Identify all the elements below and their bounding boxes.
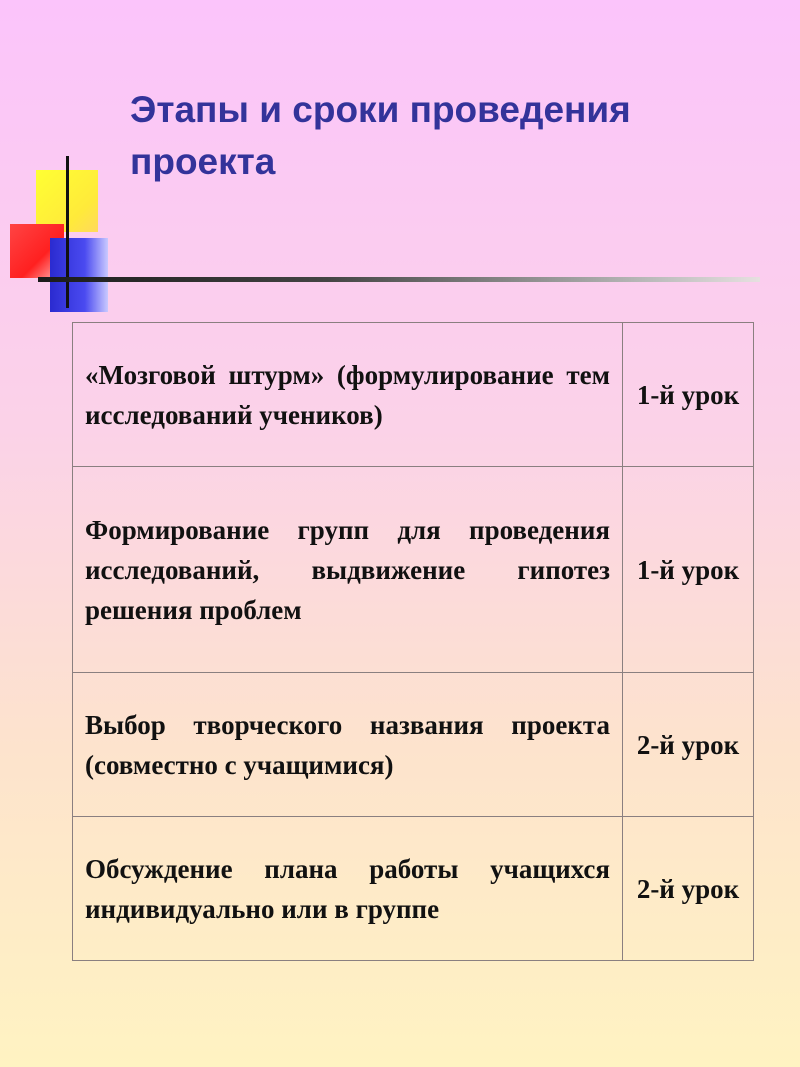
table-row	[73, 673, 754, 817]
stage-description: Выбор творческого названия проекта (совместно с учащимися)	[73, 673, 623, 817]
stage-description: Обсуждение плана работы учащихся индивидуально или в группе	[73, 817, 623, 961]
stage-description: «Мозговой штурм» (формулирование тем исследований учеников)	[73, 323, 623, 467]
stage-term: 1-й урок	[623, 467, 754, 673]
stage-term: 1-й урок	[623, 323, 754, 467]
decorative-horizontal-line	[38, 277, 760, 282]
slide-title: Этапы и сроки проведения проекта	[130, 89, 631, 182]
table-row	[73, 323, 754, 467]
stages-table	[72, 322, 754, 961]
table-row	[73, 817, 754, 961]
table-row	[73, 467, 754, 673]
stage-term: 2-й урок	[623, 673, 754, 817]
decorative-vertical-line	[66, 156, 69, 308]
stage-description: Формирование групп для проведения исследований, выдвижение гипотез решения проблем	[73, 467, 623, 673]
stage-term: 2-й урок	[623, 817, 754, 961]
decorative-blue-square	[50, 238, 108, 312]
